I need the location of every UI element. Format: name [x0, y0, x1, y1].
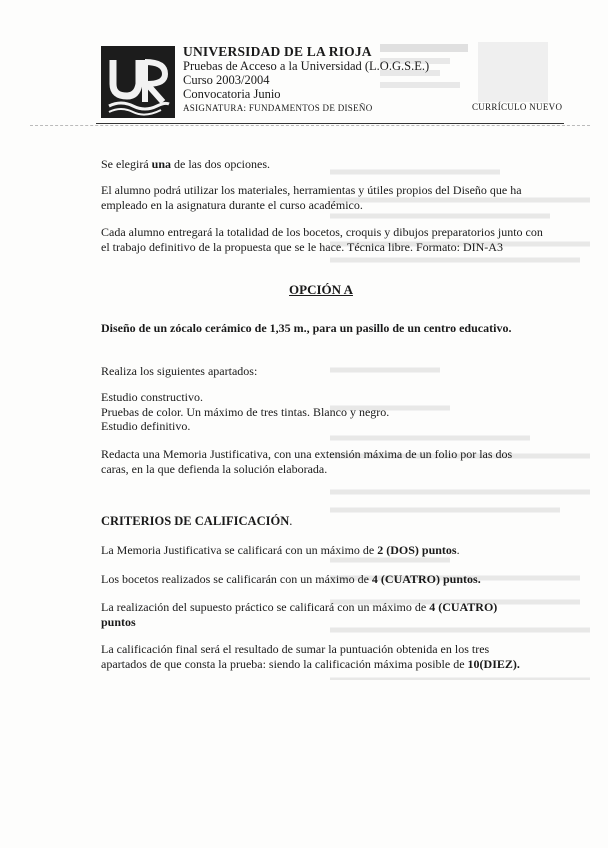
option-title: OPCIÓN A [289, 282, 353, 297]
option-statement: Diseño de un zócalo cerámico de 1,35 m., para un pasillo de un centro educativo. [101, 321, 512, 335]
tasks-intro: Realiza los siguientes apartados: [101, 364, 258, 378]
criterion-final: La calificación final será el resultado de sumar la puntuación obtenida en los tres apartados de que consta la prueba: siendo la calificación máxima posible de 10(DIEZ). [101, 642, 520, 671]
exam-title: Pruebas de Acceso a la Universidad (L.O.G.S.E.) [183, 59, 430, 73]
bleed-through-logo [478, 42, 548, 102]
criterion-sketches: Los bocetos realizados se calificarán con un máximo de 4 (CUATRO) puntos. [101, 572, 481, 586]
curriculum-label: CURRÍCULO NUEVO [472, 102, 563, 112]
criterion-practical: La realización del supuesto práctico se calificará con un máximo de 4 (CUATRO) puntos [101, 600, 498, 629]
header-divider-faint [30, 125, 590, 126]
memory-paragraph: Redacta una Memoria Justificativa, con una extensión máxima de un folio por las dos caras, en la que defienda la solución elaborada. [101, 447, 513, 476]
choose-instruction: Se elegirá una de las dos opciones. [101, 157, 270, 171]
criterion-memory: La Memoria Justificativa se calificará con un máximo de 2 (DOS) puntos. [101, 543, 460, 557]
header-divider [96, 123, 564, 124]
university-name: UNIVERSIDAD DE LA RIOJA [183, 44, 372, 59]
call-session: Convocatoria Junio [183, 87, 281, 101]
ur-logo-icon [101, 46, 175, 118]
task-list [101, 390, 541, 434]
task-item: Estudio constructivo. [101, 390, 203, 404]
task-item: Pruebas de color. Un máximo de tres tintas. Blanco y negro. [101, 404, 390, 419]
materials-paragraph: El alumno podrá utilizar los materiales, herramientas y útiles propios del Diseño que ha empleado en la asignatura durante el curso académico. [101, 183, 522, 212]
subject-label: ASIGNATURA: FUNDAMENTOS DE DISEÑO [183, 103, 373, 113]
task-item: Estudio definitivo. [101, 419, 191, 433]
course-year: Curso 2003/2004 [183, 73, 270, 87]
university-logo [101, 46, 175, 118]
deliverables-paragraph: Cada alumno entregará la totalidad de los bocetos, croquis y dibujos preparatorios junto con el trabajo definitivo de la propuesta que se le hace. Técnica libre. Formato: DIN-A3 [101, 225, 543, 254]
criteria-title: CRITERIOS DE CALIFICACIÓN. [101, 514, 293, 528]
exam-header [183, 45, 429, 115]
